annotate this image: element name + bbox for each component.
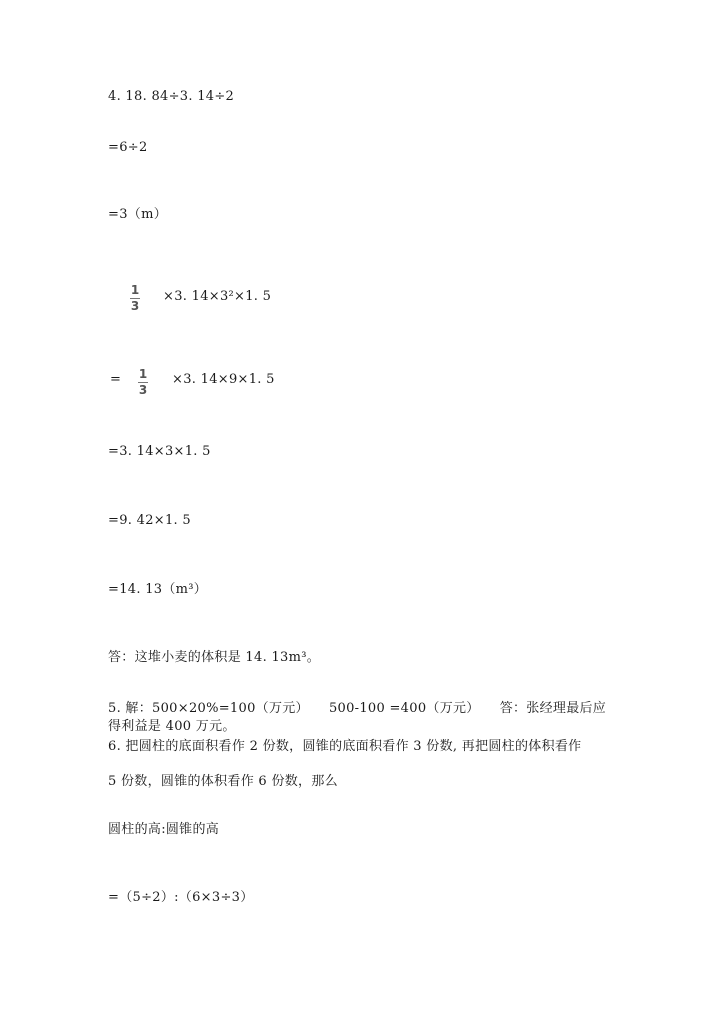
fraction-denominator: 3: [130, 299, 140, 313]
problem-6-line-1: 6. 把圆柱的底面积看作 2 份数，圆锥的底面积看作 3 份数, 再把圆柱的体积看作: [108, 739, 582, 754]
step-line-3: =3（m）: [108, 207, 167, 222]
fraction-denominator: 3: [138, 383, 148, 397]
step-line-7: =9. 42×1. 5: [108, 513, 191, 528]
step-line-2: =6÷2: [108, 140, 148, 155]
problem-6-line-3: 圆柱的高:圆锥的高: [108, 822, 220, 837]
step-line-5-equals: =: [110, 372, 122, 387]
answer-line-4: 答：这堆小麦的体积是 14. 13m³。: [108, 650, 321, 665]
problem-5-line-1: 5. 解：500×20%=100（万元） 500-100 =400（万元） 答：张经理最后应: [108, 701, 607, 716]
fraction-one-third: [138, 368, 148, 397]
problem-6-line-2: 5 份数，圆锥的体积看作 6 份数，那么: [108, 774, 338, 789]
step-line-8: =14. 13（m³）: [108, 582, 208, 597]
fraction-one-third: [130, 284, 140, 313]
step-line-6: =3. 14×3×1. 5: [108, 444, 211, 459]
fraction-numerator: 1: [138, 367, 148, 381]
fraction-numerator: 1: [130, 283, 140, 297]
problem-5-line-2: 得利益是 400 万元。: [108, 719, 236, 734]
step-line-1: 4. 18. 84÷3. 14÷2: [108, 89, 235, 104]
problem-6-line-4: =（5÷2）:（6×3÷3）: [108, 890, 254, 905]
step-line-4: ×3. 14×3²×1. 5: [163, 289, 272, 304]
step-line-5: ×3. 14×9×1. 5: [172, 372, 275, 387]
